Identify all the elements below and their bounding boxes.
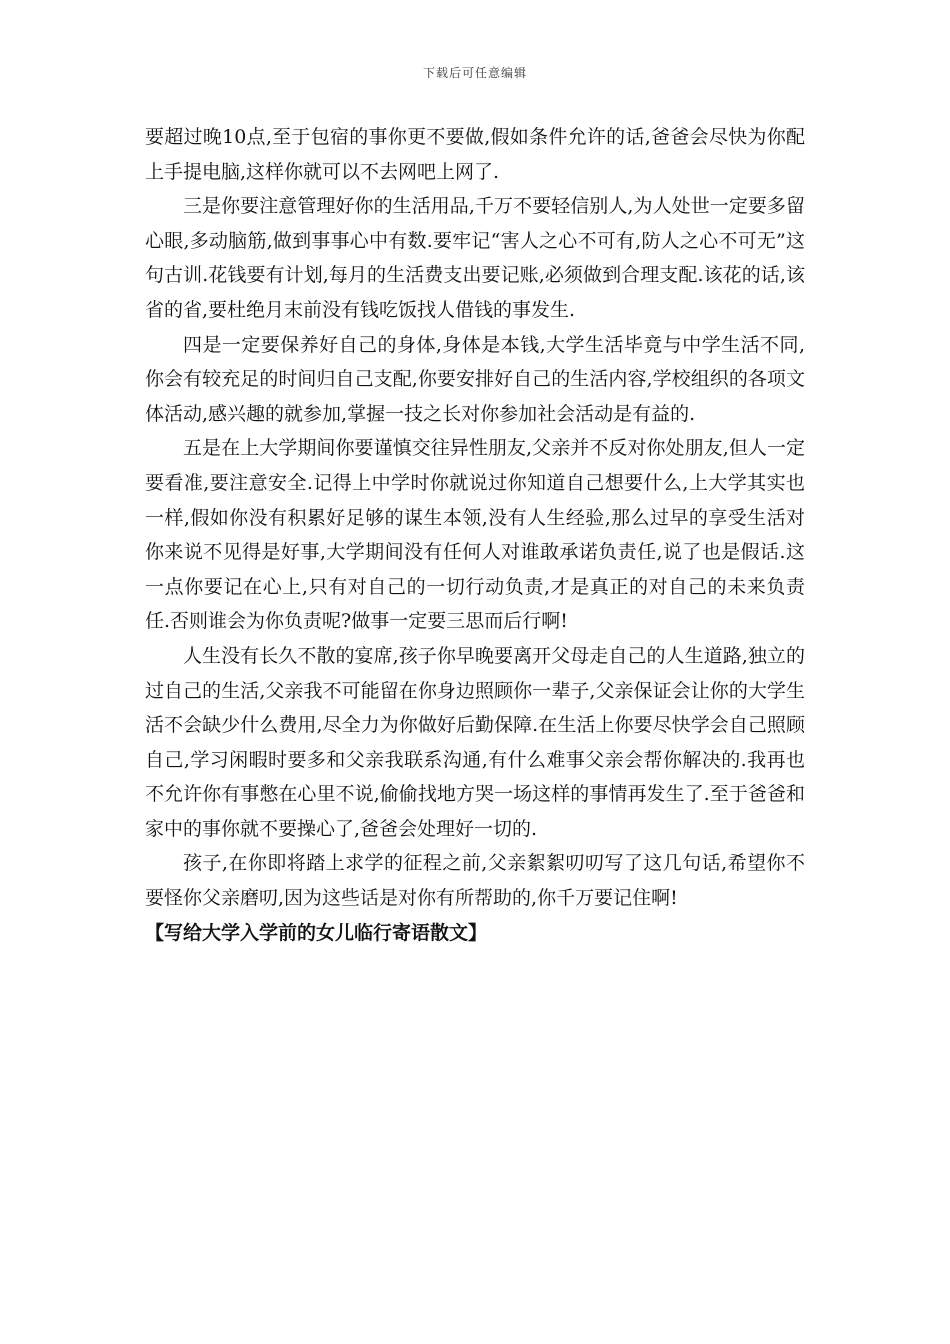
page-header: 下载后可任意编辑: [422, 66, 527, 80]
paragraph-life-advice: 人生没有长久不散的宴席,孩子你早晚要离开父母走自己的人生道路,独立的过自己的生活,父亲我不可能留在你身边照顾你一辈子,父亲保证会让你的大学生活不会缺少什么费用,尽全力为你做好后勤保障.在生活上你要尽快学会自己照顾自己,学习闲暇时要多和父亲我联系沟通,有什么难事父亲会帮你解决的.我再也不允许你有事憋在心里不说,偷偷找地方哭一场这样的事情再发生了.至于爸爸和家中的事你就不要操心了,爸爸会处理好一切的.: [145, 644, 805, 840]
document-title-footer: 【写给大学入学前的女儿临行寄语散文】: [145, 921, 488, 944]
paragraph-closing: 孩子,在你即将踏上求学的征程之前,父亲絮絮叨叨写了这几句话,希望你不要怪你父亲磨叨,因为这些话是对你有所帮助的,你千万要记住啊!: [145, 852, 805, 910]
paragraph-point-three: 三是你要注意管理好你的生活用品,千万不要轻信别人,为人处世一定要多留心眼,多动脑筋,做到事事心中有数.要牢记“害人之心不可有,防人之心不可无”这句古训.花钱要有计划,每月的生活费支出要记账,必须做到合理支配.该花的话,该省的省,要杜绝月末前没有钱吃饭找人借钱的事发生.: [145, 195, 805, 321]
document-body: [145, 120, 805, 950]
paragraph-point-five: 五是在上大学期间你要谨慎交往异性朋友,父亲并不反对你处朋友,但人一定要看准,要注意安全.记得上中学时你就说过你知道自己想要什么,上大学其实也一样,假如你没有积累好足够的谋生本领,没有人生经验,那么过早的享受生活对你来说不见得是好事,大学期间没有任何人对谁敢承诺负责任,说了也是假话.这一点你要记在心上,只有对自己的一切行动负责,才是真正的对自己的未来负责任.否则谁会为你负责呢?做事一定要三思而后行啊!: [145, 437, 805, 633]
paragraph-continuation: 要超过晚10点,至于包宿的事你更不要做,假如条件允许的话,爸爸会尽快为你配上手提电脑,这样你就可以不去网吧上网了.: [145, 126, 805, 183]
paragraph-point-four: 四是一定要保养好自己的身体,身体是本钱,大学生活毕竟与中学生活不同,你会有较充足的时间归自己支配,你要安排好自己的生活内容,学校组织的各项文体活动,感兴趣的就参加,掌握一技之长对你参加社会活动是有益的.: [145, 333, 805, 425]
